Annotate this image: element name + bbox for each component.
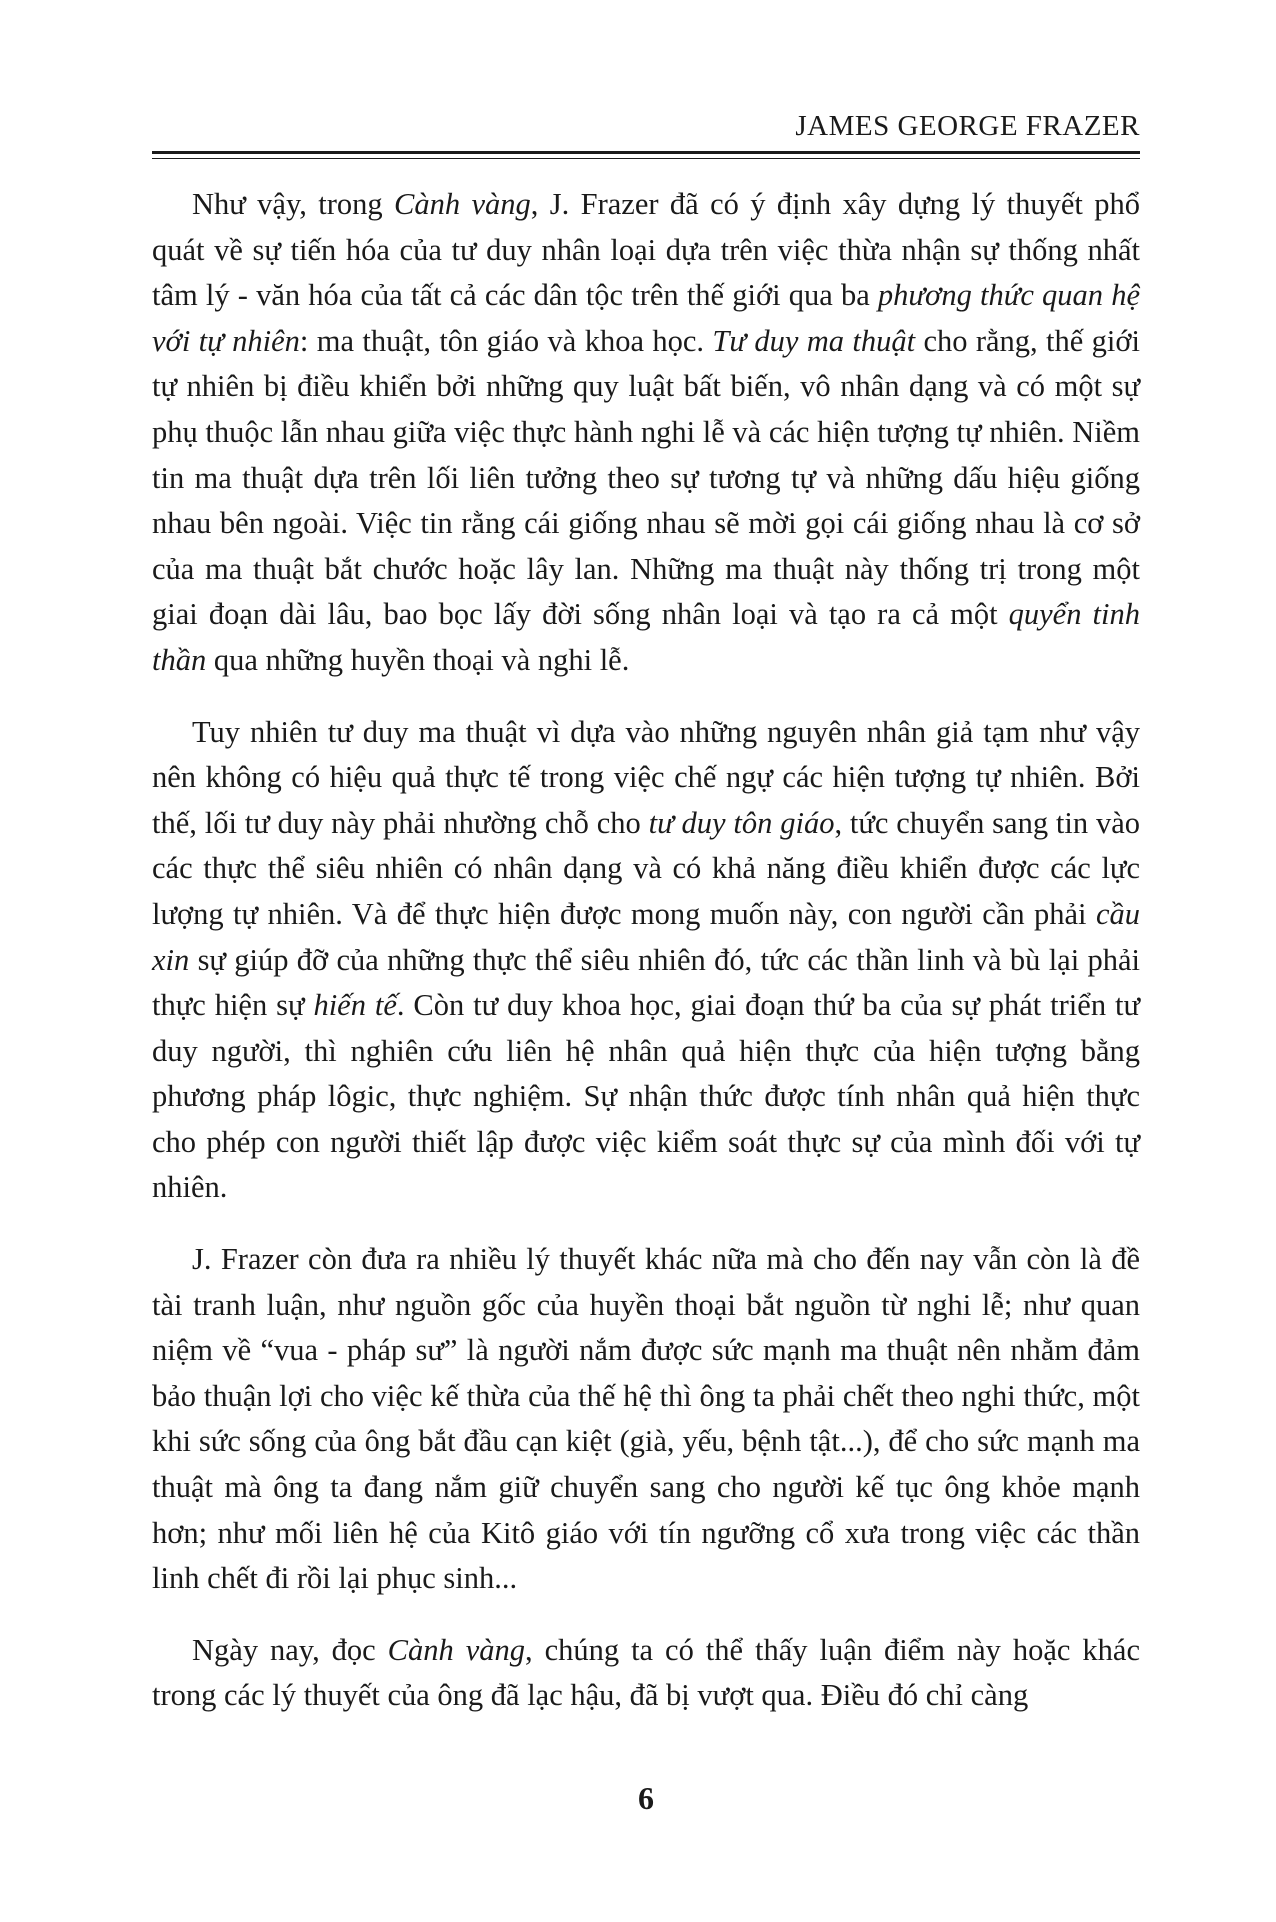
paragraph-1 (152, 182, 1140, 684)
text-run: Tuy nhiên tư duy ma thuật vì dựa vào những nguyên nhân giả tạm như vậy nên không có hiệu quả thực tế trong việc chế ngự các hiện tượng tự nhiên. Bởi thế, lối tư duy này phải nhường chỗ cho (152, 714, 1140, 840)
body-text (152, 182, 1140, 1719)
paragraph-2 (152, 710, 1140, 1212)
text-run: , tức chuyển sang tin vào các thực thể siêu nhiên có nhân dạng và có khả năng điều khiển được các lực lượng tự nhiên. Và để thực hiện được mong muốn này, con người cần phải (152, 805, 1140, 931)
header-rule-thin (152, 158, 1140, 159)
italic-text: phương thức quan hệ với tự nhiên (152, 278, 1140, 358)
text-run: qua những huyền thoại và nghi lễ. (206, 642, 630, 677)
text-run: J. Frazer còn đưa ra nhiều lý thuyết khác nữa mà cho đến nay vẫn còn là đề tài tranh luận, như nguồn gốc của huyền thoại bắt nguồn từ nghi lễ; như quan niệm về “vua - pháp sư” là người nắm được sức mạnh ma thuật nên nhằm đảm bảo thuận lợi cho việc kế thừa của thế hệ thì ông ta phải chết theo nghi thức, một khi sức sống của ông bắt đầu cạn kiệt (già, yếu, bệnh tật...), để cho sức mạnh ma thuật mà ông ta đang nắm giữ chuyển sang cho người kế tục ông khỏe mạnh hơn; như mối liên hệ của Kitô giáo với tín ngưỡng cổ xưa trong việc các thần linh chết đi rồi lại phục sinh... (152, 1242, 1140, 1596)
text-run: . Còn tư duy khoa học, giai đoạn thứ ba của sự phát triển tư duy người, thì nghiên cứu liên hệ nhân quả hiện thực của hiện tượng bằng phương pháp lôgic, thực nghiệm. Sự nhận thức được tính nhân quả hiện thực cho phép con người thiết lập được việc kiểm soát thực sự của mình đối với tự nhiên. (152, 988, 1140, 1205)
italic-text: tư duy tôn giáo (648, 805, 835, 840)
italic-text: quyển tinh thần (152, 597, 1140, 677)
text-run: cho rằng, thế giới tự nhiên bị điều khiển bởi những quy luật bất biến, vô nhân dạng và có một sự phụ thuộc lẫn nhau giữa việc thực hành nghi lễ và các hiện tượng tự nhiên. Niềm tin ma thuật dựa trên lối liên tưởng theo sự tương tự và những dấu hiệu giống nhau bên ngoài. Việc tin rằng cái giống nhau sẽ mời gọi cái giống nhau là cơ sở của ma thuật bắt chước hoặc lây lan. Những ma thuật này thống trị trong một giai đoạn dài lâu, bao bọc lấy đời sống nhân loại và tạo ra cả một (152, 323, 1140, 632)
text-run: Ngày nay, đọc (192, 1632, 388, 1667)
italic-text: Cành vàng (394, 187, 531, 221)
italic-text: hiến tế (313, 988, 397, 1023)
paragraph-3 (152, 1237, 1140, 1602)
text-run: sự giúp đỡ của những thực thể siêu nhiên đó, tức các thần linh và bù lại phải thực hiện sự (152, 942, 1140, 1023)
header-rule-thick (152, 151, 1140, 154)
text-run: , J. Frazer đã có ý định xây dựng lý thuyết phổ quát về sự tiến hóa của tư duy nhân loại dựa trên việc thừa nhận sự thống nhất tâm lý - văn hóa của tất cả các dân tộc trên thế giới qua ba (152, 187, 1140, 313)
text-run: Như vậy, trong (192, 187, 394, 221)
text-run: , chúng ta có thể thấy luận điểm này hoặc khác trong các lý thuyết của ông đã lạc hậu, đã bị vượt qua. Điều đó chỉ càng (152, 1632, 1140, 1713)
italic-text: Tư duy ma thuật (712, 323, 916, 358)
paragraph-4 (152, 1628, 1140, 1719)
italic-text: cầu xin (152, 896, 1140, 977)
italic-text: Cành vàng (387, 1632, 525, 1667)
text-run: : ma thuật, tôn giáo và khoa học. (299, 323, 713, 358)
page-number: 6 (638, 1780, 654, 1816)
book-page (152, 0, 1140, 1922)
running-header: JAMES GEORGE FRAZER (795, 110, 1140, 142)
